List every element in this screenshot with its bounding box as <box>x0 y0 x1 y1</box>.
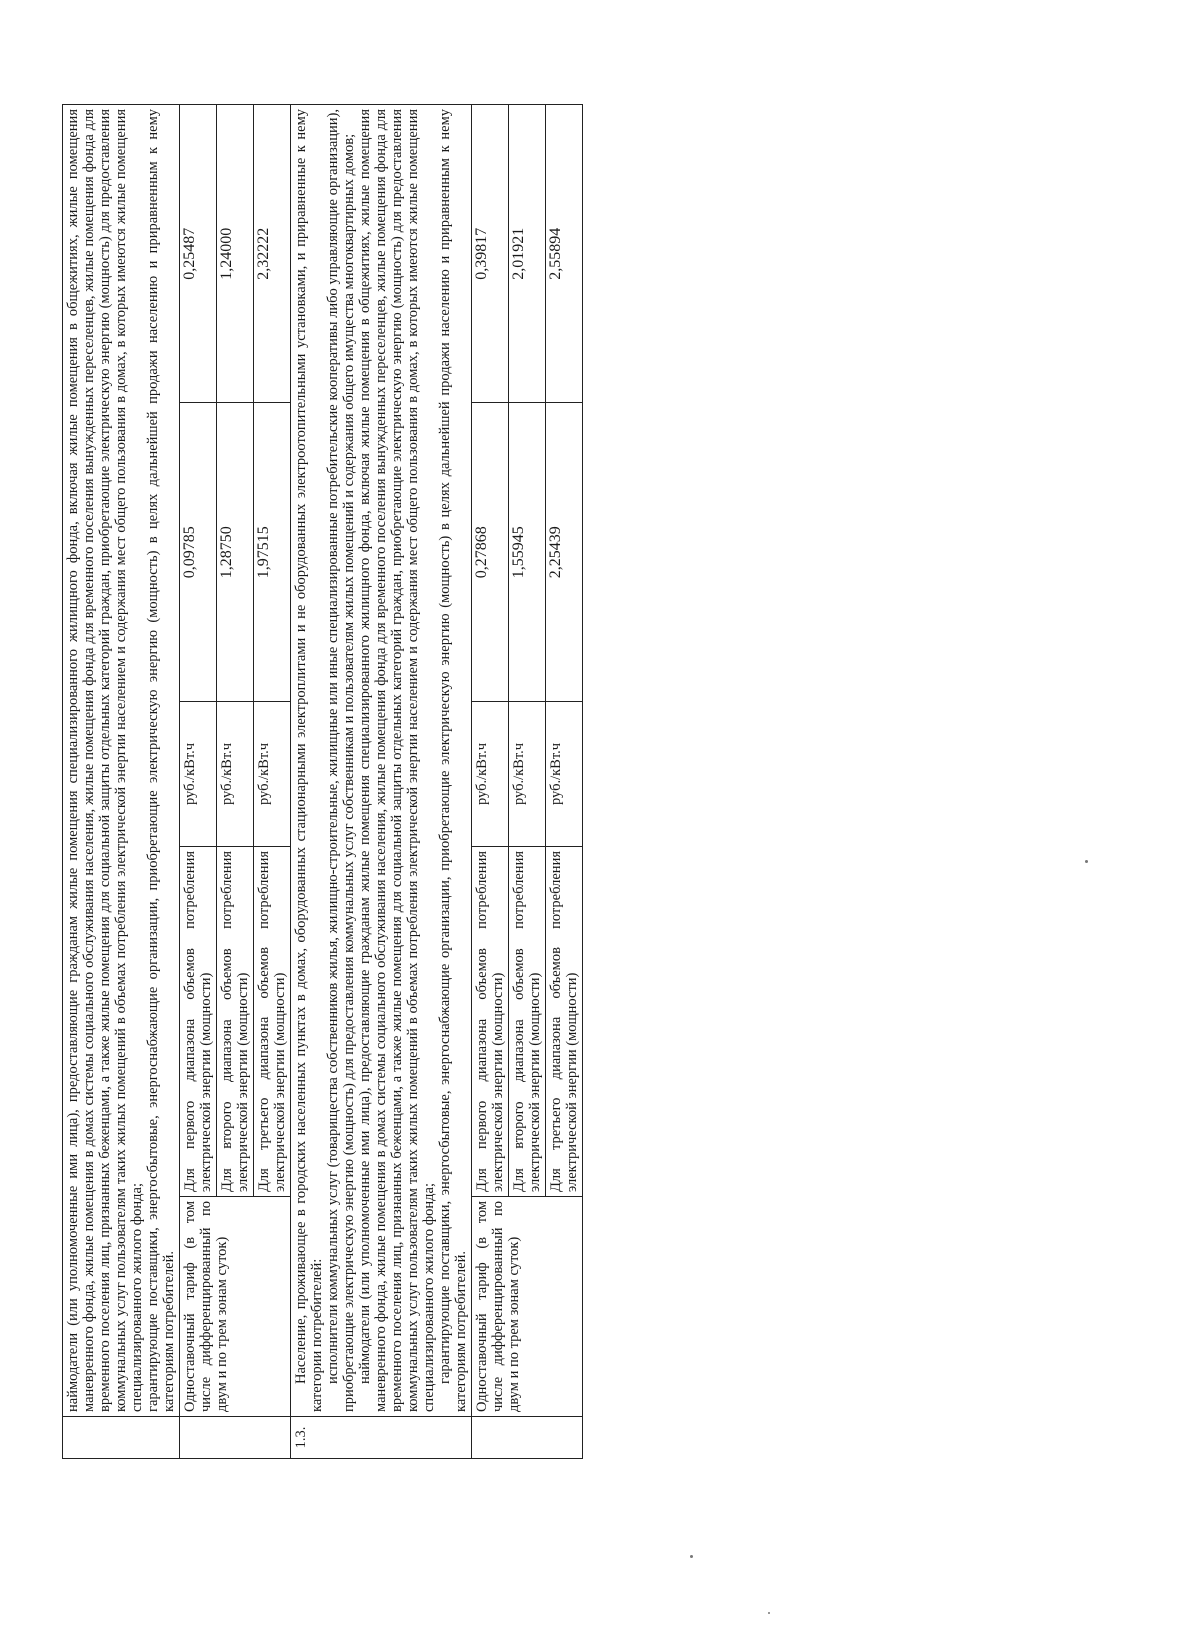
tariff-label: Одноставочный тариф (в том числе дифференцированный по двум и по трем зонам суток) <box>180 1197 291 1417</box>
value-cell: 0,09785 <box>180 403 217 702</box>
paragraph: исполнители коммунальных услуг (товарищества собственников жилья, жилищно-строительные, жилищные или иные специализированные потребительские кооперативы либо управляющие организации), приобретающие электрическую энергию (мощность) для предоставления коммунальных услуг собственникам и пользователям жилых помещений и содержания общего имущества многоквартирных домов; <box>325 109 357 1412</box>
range-label: Для третьего диапазона объемов потребления электрической энергии (мощности) <box>546 847 583 1197</box>
scan-speck <box>768 1612 770 1614</box>
range-label: Для первого диапазона объемов потребления электрической энергии (мощности) <box>472 847 509 1197</box>
value-cell: 2,01921 <box>509 105 546 404</box>
section-number-cell <box>63 1417 180 1459</box>
unit-label: руб./кВт.ч <box>254 702 291 847</box>
paragraph: наймодатели (или уполномоченные ими лица), предоставляющие гражданам жилые помещения специализированного жилищного фонда, включая жилые помещения в общежитиях, жилые помещения маневренного фонда, жилые помещения в домах системы социального обслуживания населения, жилые помещения фонда для временного поселения вынужденных переселенцев, жилые помещения фонда для временного поселения лиц, признанных беженцами, а также жилые помещения для социальной защиты отдельных категорий граждан, приобретающие электрическую энергию (мощность) для предоставления коммунальных услуг пользователям таких жилых помещений в объемах потребления электрической энергии населением и содержания мест общего пользования в домах, в которых имеются жилые помещения специализированного жилого фонда; <box>357 109 437 1412</box>
tariff-label: Одноставочный тариф (в том числе дифференцированный по двум и по трем зонам суток) <box>472 1197 583 1417</box>
paragraph: Население, проживающее в городских населенных пунктах в домах, оборудованных стационарными электроплитами и не оборудованных электроотопительными установками, и приравненные к нему категории потребителей: <box>293 109 325 1412</box>
paragraph: гарантирующие поставщики, энергосбытовые, энергоснабжающие организации, приобретающие электрическую энергию (мощность) в целях дальнейшей продажи населению и приравненным к нему категориям потребителей. <box>145 109 177 1412</box>
scan-speck <box>1085 860 1088 863</box>
range-label: Для третьего диапазона объемов потребления электрической энергии (мощности) <box>254 847 291 1197</box>
section-text-row <box>63 105 180 1459</box>
value-cell: 1,28750 <box>217 403 254 702</box>
range-label: Для первого диапазона объемов потребления электрической энергии (мощности) <box>180 847 217 1197</box>
table-row <box>180 105 217 1459</box>
value-cell: 2,25439 <box>546 403 583 702</box>
value-cell: 2,32222 <box>254 105 291 404</box>
range-label: Для второго диапазона объемов потребления электрической энергии (мощности) <box>217 847 254 1197</box>
section-description <box>291 105 472 1417</box>
range-label: Для второго диапазона объемов потребления электрической энергии (мощности) <box>509 847 546 1197</box>
unit-label: руб./кВт.ч <box>472 702 509 847</box>
paragraph: наймодатели (или уполномоченные ими лица), предоставляющие гражданам жилые помещения специализированного жилищного фонда, включая жилые помещения в общежитиях, жилые помещения маневренного фонда, жилые помещения в домах системы социального обслуживания населения, жилые помещения фонда для временного поселения вынужденных переселенцев, жилые помещения фонда для временного поселения лиц, признанных беженцами, а также жилые помещения для социальной защиты отдельных категорий граждан, приобретающие электрическую энергию (мощность) для предоставления коммунальных услуг пользователям таких жилых помещений в объемах потребления электрической энергии населением и содержания мест общего пользования в домах, в которых имеются жилые помещения специализированного жилого фонда; <box>65 109 145 1412</box>
section-number: 1.3. <box>291 1417 472 1459</box>
unit-label: руб./кВт.ч <box>509 702 546 847</box>
section-description <box>63 105 180 1417</box>
value-cell: 0,25487 <box>180 105 217 404</box>
value-cell: 2,55894 <box>546 105 583 404</box>
value-cell: 0,27868 <box>472 403 509 702</box>
value-cell: 0,39817 <box>472 105 509 404</box>
table-row <box>472 105 509 1459</box>
unit-label: руб./кВт.ч <box>217 702 254 847</box>
value-cell: 1,55945 <box>509 403 546 702</box>
value-cell: 1,24000 <box>217 105 254 404</box>
section-text-row <box>291 105 472 1459</box>
scan-speck <box>690 1555 693 1558</box>
tariff-table <box>62 104 583 1459</box>
paragraph: гарантирующие поставщики, энергосбытовые, энергоснабжающие организации, приобретающие электрическую энергию (мощность) в целях дальнейшей продажи населению и приравненным к нему категориям потребителей. <box>437 109 469 1412</box>
value-cell: 1,97515 <box>254 403 291 702</box>
unit-label: руб./кВт.ч <box>180 702 217 847</box>
unit-label: руб./кВт.ч <box>546 702 583 847</box>
